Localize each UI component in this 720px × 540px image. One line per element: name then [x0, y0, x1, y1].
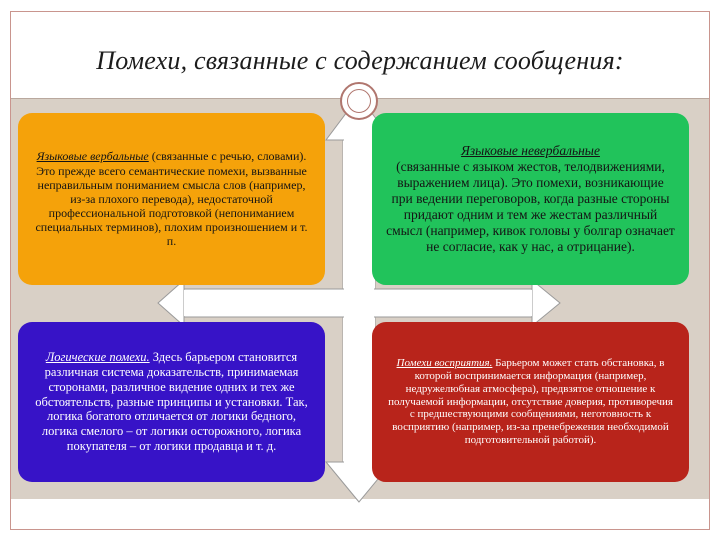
arrow-head-left	[158, 280, 184, 326]
box-nonverbal-lead: Языковые невербальные	[461, 143, 600, 159]
medallion-ornament	[340, 82, 378, 120]
box-logical-barriers	[18, 322, 325, 482]
box-perception-text: Барьером может стать обстановка, в которой воспринимается информация (например, недружелюбная атмосфера), предвзятое отношение к получаемой информации, отсутствие доверия, противоречия с предшествующими сообщениями, неготовность к восприятию (например, из-за пренебрежения необходимой подготовительной работой).	[388, 356, 673, 447]
box-logical-lead: Логические помехи.	[45, 350, 150, 365]
box-perception-barriers	[372, 322, 689, 482]
box-logical-text: Здесь барьером становится различная система доказательств, принимаемая сторонами, различное видение одних и тех же обстоятельств, разные принципы и установки. Так, логика богатого отличается от логики бедного, логика смелого – от логики осторожного, логика покупателя – от логики продавца и т. д.	[35, 350, 308, 453]
box-nonverbal-barriers	[372, 113, 689, 285]
box-perception-lead: Помехи восприятия.	[396, 356, 493, 369]
arrow-head-right	[532, 280, 560, 326]
slide-title: Помехи, связанные с содержанием сообщения:	[96, 46, 624, 75]
box-verbal-lead: Языковые вербальные	[36, 149, 149, 164]
box-verbal-text: (связанные с речью, словами). Это прежде всего семантические помехи, вызванные неправильным пониманием смысла слов (например, из-за плохого перевода), недостаточной профессиональной подготовкой (непониманием специальных терминов), плохим произношением и т. п.	[35, 149, 308, 249]
box-nonverbal-text: (связанные с языком жестов, телодвижениями, выражением лица). Это помехи, возникающие при ведении переговоров, когда разные стороны придают одним и тем же жестам различный смысл (например, кивок головы у болгар означает не согласие, как у нас, а отрицание).	[386, 159, 675, 254]
box-verbal-barriers	[18, 113, 325, 285]
